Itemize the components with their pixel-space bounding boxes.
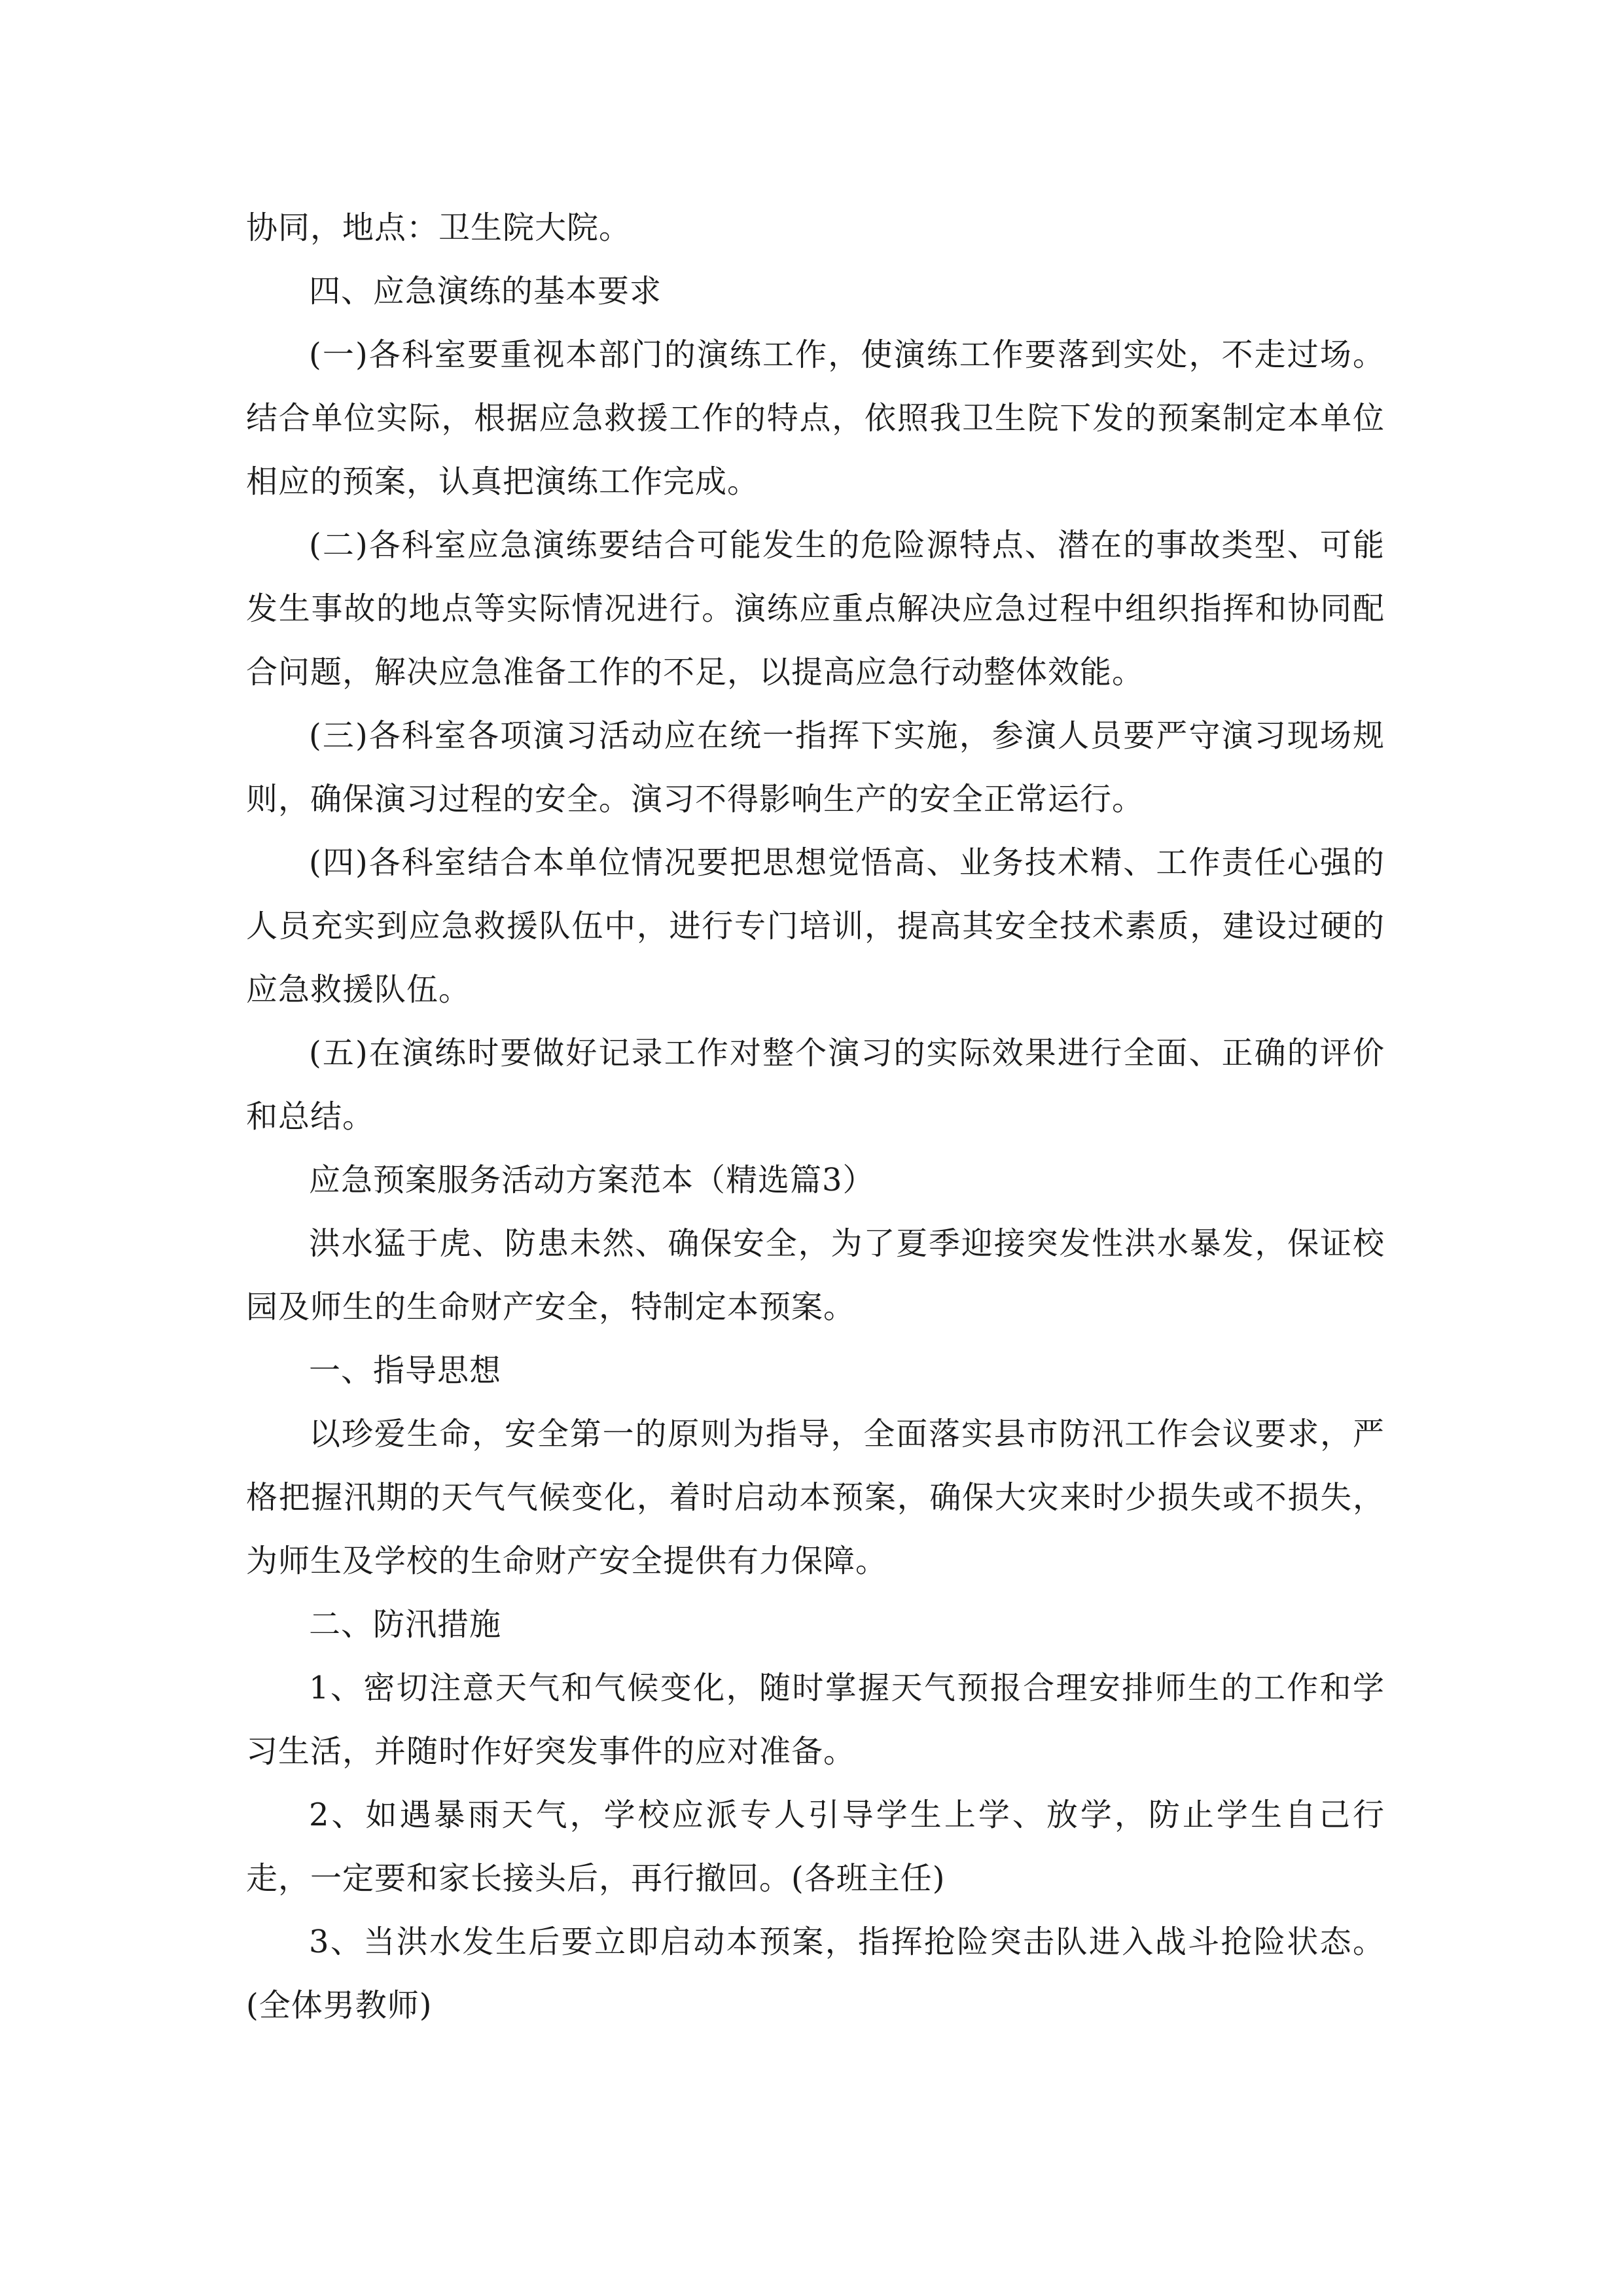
paragraph: (四)各科室结合本单位情况要把思想觉悟高、业务技术精、工作责任心强的人员充实到应急救援队伍中，进行专门培训，提高其安全技术素质，建设过硬的应急救援队伍。	[246, 844, 1385, 1008]
paragraph: (二)各科室应急演练要结合可能发生的危险源特点、潜在的事故类型、可能发生事故的地点等实际情况进行。演练应重点解决应急过程中组织指挥和协同配合问题，解决应急准备工作的不足，以提高应急行动整体效能。	[246, 527, 1385, 691]
paragraph: (三)各科室各项演习活动应在统一指挥下实施，参演人员要严守演习现场规则，确保演习过程的安全。演习不得影响生产的安全正常运行。	[246, 717, 1385, 817]
section-heading: 一、指导思想	[309, 1352, 502, 1389]
document-body	[246, 196, 1385, 2037]
paragraph: 洪水猛于虎、防患未然、确保安全，为了夏季迎接突发性洪水暴发，保证校园及师生的生命财产安全，特制定本预案。	[246, 1225, 1385, 1325]
list-item: 3、当洪水发生后要立即启动本预案，指挥抢险突击队进入战斗抢险状态。(全体男教师)	[246, 1924, 1385, 2024]
paragraph: (五)在演练时要做好记录工作对整个演习的实际效果进行全面、正确的评价和总结。	[246, 1035, 1385, 1135]
paragraph: 协同，地点：卫生院大院。	[246, 209, 632, 246]
section-heading: 二、防汛措施	[309, 1606, 502, 1643]
list-item: 1、密切注意天气和气候变化，随时掌握天气预报合理安排师生的工作和学习生活，并随时作好突发事件的应对准备。	[246, 1670, 1385, 1770]
article-title: 应急预案服务活动方案范本（精选篇3）	[309, 1162, 875, 1198]
paragraph: 以珍爱生命，安全第一的原则为指导，全面落实县市防汛工作会议要求，严格把握汛期的天气气候变化，着时启动本预案，确保大灾来时少损失或不损失，为师生及学校的生命财产安全提供有力保障。	[246, 1416, 1385, 1579]
list-item: 2、如遇暴雨天气，学校应派专人引导学生上学、放学，防止学生自己行走，一定要和家长接头后，再行撤回。(各班主任)	[246, 1797, 1385, 1897]
paragraph: (一)各科室要重视本部门的演练工作，使演练工作要落到实处，不走过场。结合单位实际，根据应急救援工作的特点，依照我卫生院下发的预案制定本单位相应的预案，认真把演练工作完成。	[246, 336, 1385, 500]
section-heading: 四、应急演练的基本要求	[309, 273, 662, 310]
